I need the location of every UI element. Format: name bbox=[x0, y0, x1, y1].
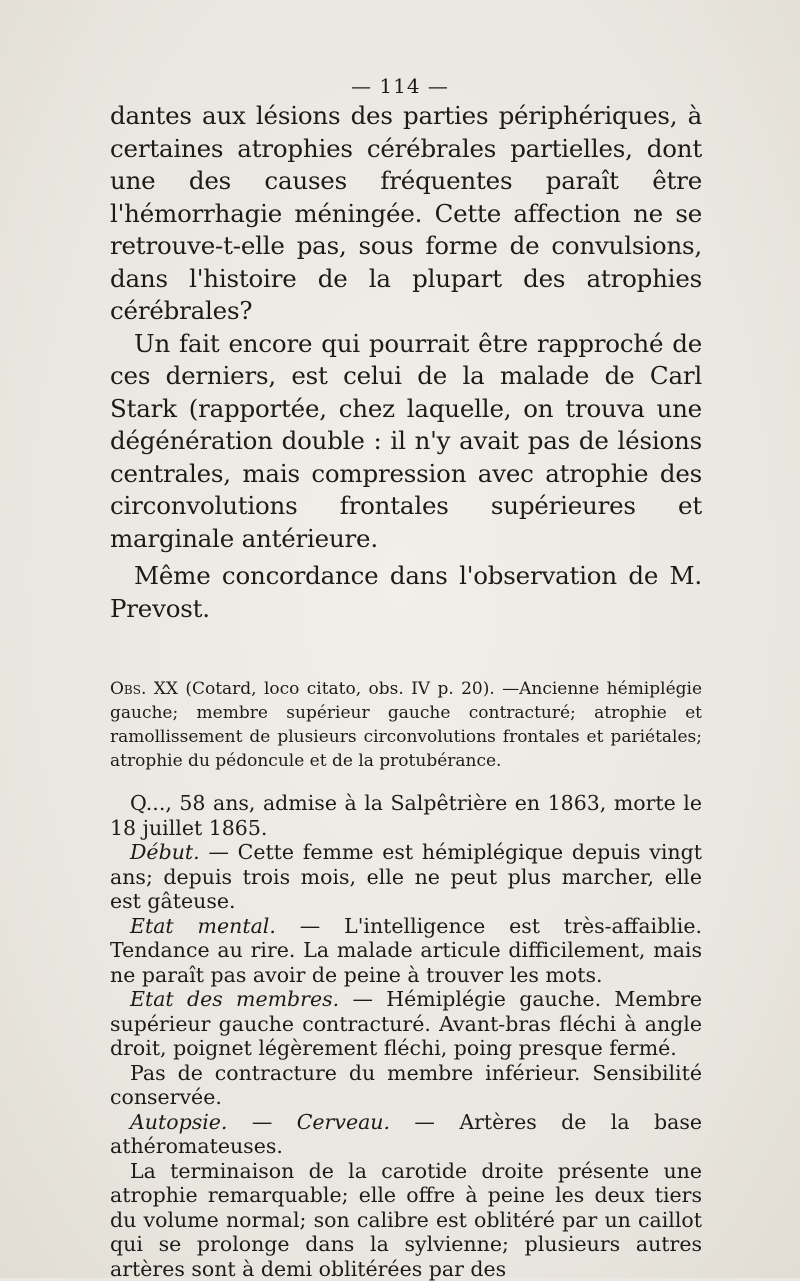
page-body bbox=[110, 100, 702, 1281]
case-contracture: Pas de contracture du membre inférieur. Sensibilité conservée. bbox=[110, 1061, 702, 1110]
debut-text: — Cette femme est hémiplégique depuis vingt ans; depuis trois mois, elle ne peut plus marcher, elle est gâteuse. bbox=[110, 840, 702, 913]
mental-label: Etat mental. bbox=[130, 914, 276, 938]
case-report bbox=[110, 791, 702, 1281]
observation-text: XX (Cotard, loco citato, obs. IV p. 20). —Ancienne hémiplégie gauche; membre supérieur gauche contracturé; atrophie et ramollissement de plusieurs circonvolutions frontales et pariétales; atrophie du pédoncule et de la protubérance. bbox=[110, 679, 702, 771]
mental-text: — L'intelligence est très-affaiblie. Tendance au rire. La malade articule difficilement, mais ne paraît pas avoir de peine à trouver les mots. bbox=[110, 914, 702, 987]
membres-text: — Hémiplégie gauche. Membre supérieur gauche contracturé. Avant-bras fléchi à angle droit, poignet légèrement fléchi, poing presque fermé. bbox=[110, 987, 702, 1060]
debut-label: Début. bbox=[130, 840, 200, 864]
case-debut bbox=[110, 840, 702, 914]
case-carotide: La terminaison de la carotide droite présente une atrophie remarquable; elle offre à peine les deux tiers du volume normal; son calibre est oblitéré par un caillot qui se prolonge dans la sylvienne; plusieurs autres artères sont à demi oblitérées par des bbox=[110, 1159, 702, 1281]
case-mental bbox=[110, 914, 702, 988]
autopsie-label: Autopsie. — Cerveau. bbox=[130, 1110, 390, 1134]
case-intro: Q..., 58 ans, admise à la Salpêtrière en 1863, morte le 18 juillet 1865. bbox=[110, 791, 702, 840]
paragraph-carl-stark: Un fait encore qui pourrait être rapproché de ces derniers, est celui de la malade de Carl Stark (rapportée, chez laquelle, on trouva une dégénération double : il n'y avait pas de lésions centrales, mais compression avec atrophie des circonvolutions frontales supérieures et marginale antérieure. bbox=[110, 328, 702, 556]
paragraph-prevost: Même concordance dans l'observation de M. Prevost. bbox=[110, 560, 702, 625]
case-membres bbox=[110, 987, 702, 1061]
page-number: — 114 — bbox=[0, 74, 800, 98]
observation-label: Obs. bbox=[110, 679, 146, 699]
observation-summary bbox=[110, 677, 702, 773]
paragraph-hemorrhagie: dantes aux lésions des parties périphériques, à certaines atrophies cérébrales partielles, dont une des causes fréquentes paraît être l'hémorrhagie méningée. Cette affection ne se retrouve-t-elle pas, sous forme de convulsions, dans l'histoire de la plupart des atrophies cérébrales? bbox=[110, 100, 702, 328]
membres-label: Etat des membres. bbox=[130, 987, 339, 1011]
main-text bbox=[110, 100, 702, 625]
autopsie-text: — Artères de la base athéromateuses. bbox=[110, 1110, 702, 1159]
case-autopsie bbox=[110, 1110, 702, 1159]
